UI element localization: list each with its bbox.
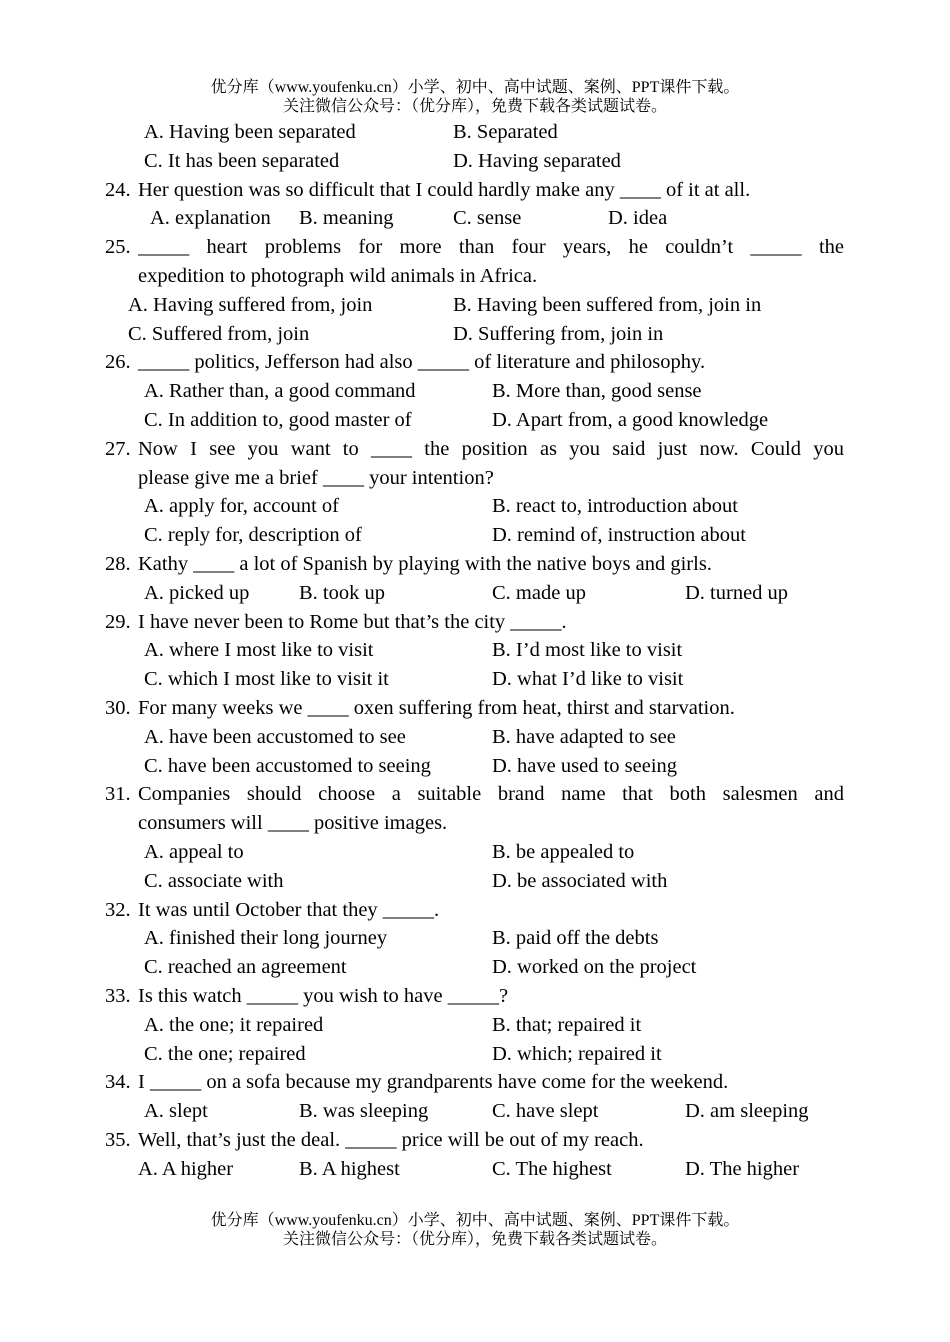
q26-option-c: C. In addition to, good master of bbox=[144, 408, 412, 431]
q34-stem-line bbox=[0, 1068, 950, 1097]
q30-options-row-1 bbox=[0, 723, 950, 752]
q24-option-c: C. sense bbox=[453, 207, 522, 230]
q26-stem: _____ politics, Jefferson had also _____ of literature and philosophy. bbox=[138, 351, 706, 374]
q35-option-c: C. The highest bbox=[492, 1157, 612, 1180]
q25-options-row-2 bbox=[0, 320, 950, 349]
q31-options-row-1 bbox=[0, 838, 950, 867]
q34-option-b: B. was sleeping bbox=[299, 1100, 429, 1123]
q34-option-a: A. slept bbox=[144, 1100, 208, 1123]
q32-options-row-2 bbox=[0, 953, 950, 982]
q32-stem-line bbox=[0, 896, 950, 925]
q34-stem: I _____ on a sofa because my grandparents have come for the weekend. bbox=[138, 1071, 729, 1094]
q26-option-a: A. Rather than, a good command bbox=[144, 380, 416, 403]
q33-option-a: A. the one; it repaired bbox=[144, 1013, 324, 1036]
q25-options-row-1 bbox=[0, 291, 950, 320]
q33-number: 33. bbox=[105, 984, 131, 1007]
q24-stem-line bbox=[0, 176, 950, 205]
q30-option-d: D. have used to seeing bbox=[492, 754, 678, 777]
q33-option-d: D. which; repaired it bbox=[492, 1042, 662, 1065]
q32-option-a: A. finished their long journey bbox=[144, 927, 388, 950]
q23-option-d: D. Having separated bbox=[453, 149, 621, 172]
q31-stem-1: Companies should choose a suitable brand name that both salesmen and bbox=[138, 783, 844, 806]
q32-option-c: C. reached an agreement bbox=[144, 956, 347, 979]
q23-options-row-1 bbox=[0, 118, 950, 147]
q24-option-b: B. meaning bbox=[299, 207, 394, 230]
q23-option-c: C. It has been separated bbox=[144, 149, 340, 172]
q27-stem-line-1 bbox=[0, 435, 950, 464]
q24-option-a: A. explanation bbox=[150, 207, 271, 230]
q31-stem-line-2 bbox=[0, 809, 950, 838]
q26-options-row-1 bbox=[0, 377, 950, 406]
q23-options-row-2 bbox=[0, 147, 950, 176]
q33-options-row-1 bbox=[0, 1011, 950, 1040]
q28-number: 28. bbox=[105, 552, 131, 575]
q32-stem: It was until October that they _____. bbox=[138, 898, 440, 921]
q27-stem-2: please give me a brief ____ your intention? bbox=[138, 466, 494, 489]
q29-options-row-1 bbox=[0, 636, 950, 665]
q32-option-b: B. paid off the debts bbox=[492, 927, 659, 950]
q33-stem: Is this watch _____ you wish to have _____? bbox=[138, 984, 509, 1007]
q24-option-d: D. idea bbox=[608, 207, 668, 230]
q27-option-b: B. react to, introduction about bbox=[492, 495, 738, 518]
q29-stem: I have never been to Rome but that’s the city _____. bbox=[138, 610, 567, 633]
q31-option-c: C. associate with bbox=[144, 869, 284, 892]
q24-stem: Her question was so difficult that I could hardly make any ____ of it at all. bbox=[138, 178, 751, 201]
q35-options-row bbox=[0, 1155, 950, 1184]
q27-stem-line-2 bbox=[0, 464, 950, 493]
q29-options-row-2 bbox=[0, 665, 950, 694]
q25-option-c: C. Suffered from, join bbox=[128, 322, 310, 345]
q30-stem: For many weeks we ____ oxen suffering from heat, thirst and starvation. bbox=[138, 696, 735, 719]
q34-option-d: D. am sleeping bbox=[685, 1100, 809, 1123]
q24-number: 24. bbox=[105, 178, 131, 201]
q25-option-b: B. Having been suffered from, join in bbox=[453, 293, 762, 316]
q26-option-d: D. Apart from, a good knowledge bbox=[492, 408, 769, 431]
q28-option-d: D. turned up bbox=[685, 581, 789, 604]
q25-option-d: D. Suffering from, join in bbox=[453, 322, 664, 345]
q35-option-b: B. A highest bbox=[299, 1157, 400, 1180]
q24-options-row bbox=[0, 204, 950, 233]
q26-options-row-2 bbox=[0, 406, 950, 435]
q25-stem-line-2 bbox=[0, 262, 950, 291]
header-line-2: 关注微信公众号：（优分库），免费下载各类试题试卷。 bbox=[282, 98, 667, 115]
q33-option-b: B. that; repaired it bbox=[492, 1013, 642, 1036]
q25-option-a: A. Having suffered from, join bbox=[128, 293, 373, 316]
q27-stem-1: Now I see you want to ____ the position as you said just now. Could you bbox=[138, 437, 844, 460]
q31-option-a: A. appeal to bbox=[144, 840, 244, 863]
q26-stem-line bbox=[0, 348, 950, 377]
q31-stem-2: consumers will ____ positive images. bbox=[138, 812, 448, 835]
q29-option-c: C. which I most like to visit it bbox=[144, 668, 389, 691]
q35-stem-line bbox=[0, 1126, 950, 1155]
q33-option-c: C. the one; repaired bbox=[144, 1042, 306, 1065]
q30-stem-line bbox=[0, 694, 950, 723]
q27-options-row-2 bbox=[0, 521, 950, 550]
q27-option-d: D. remind of, instruction about bbox=[492, 524, 746, 547]
q34-number: 34. bbox=[105, 1071, 131, 1094]
q27-option-c: C. reply for, description of bbox=[144, 524, 362, 547]
q34-options-row bbox=[0, 1097, 950, 1126]
q35-option-d: D. The higher bbox=[685, 1157, 800, 1180]
header-line-1: 优分库（www.youfenku.cn）小学、初中、高中试题、案例、PPT课件下载。 bbox=[210, 79, 740, 96]
q35-stem: Well, that’s just the deal. _____ price will be out of my reach. bbox=[138, 1128, 644, 1151]
footer-line-1: 优分库（www.youfenku.cn）小学、初中、高中试题、案例、PPT课件下载。 bbox=[210, 1212, 740, 1229]
q29-number: 29. bbox=[105, 610, 131, 633]
q29-stem-line bbox=[0, 608, 950, 637]
q30-option-c: C. have been accustomed to seeing bbox=[144, 754, 431, 777]
q31-option-d: D. be associated with bbox=[492, 869, 668, 892]
q31-options-row-2 bbox=[0, 867, 950, 896]
q34-option-c: C. have slept bbox=[492, 1100, 599, 1123]
q31-number: 31. bbox=[105, 783, 131, 806]
q23-option-b: B. Separated bbox=[453, 121, 558, 143]
q28-option-b: B. took up bbox=[299, 581, 385, 604]
q31-stem-line-1 bbox=[0, 780, 950, 809]
q27-options-row-1 bbox=[0, 492, 950, 521]
q28-option-c: C. made up bbox=[492, 581, 586, 604]
footer-line-2: 关注微信公众号：（优分库），免费下载各类试题试卷。 bbox=[282, 1231, 667, 1248]
q32-number: 32. bbox=[105, 898, 131, 921]
q25-stem-1: _____ heart problems for more than four years, he couldn’t _____ the bbox=[138, 236, 844, 259]
q26-number: 26. bbox=[105, 351, 131, 374]
q28-stem: Kathy ____ a lot of Spanish by playing with the native boys and girls. bbox=[138, 552, 712, 575]
q30-number: 30. bbox=[105, 696, 131, 719]
q26-option-b: B. More than, good sense bbox=[492, 380, 702, 403]
question-list bbox=[0, 118, 950, 1183]
q28-options-row bbox=[0, 579, 950, 608]
q31-option-b: B. be appealed to bbox=[492, 840, 635, 863]
page-footer bbox=[0, 1211, 950, 1249]
q25-stem-line-1 bbox=[0, 233, 950, 262]
q30-options-row-2 bbox=[0, 752, 950, 781]
q25-stem-2: expedition to photograph wild animals in Africa. bbox=[138, 264, 538, 287]
q29-option-d: D. what I’d like to visit bbox=[492, 668, 684, 691]
q30-option-a: A. have been accustomed to see bbox=[144, 725, 406, 748]
q33-stem-line bbox=[0, 982, 950, 1011]
page-header bbox=[0, 78, 950, 116]
q30-option-b: B. have adapted to see bbox=[492, 725, 676, 748]
q29-option-a: A. where I most like to visit bbox=[144, 639, 374, 662]
q27-option-a: A. apply for, account of bbox=[144, 495, 340, 518]
q25-number: 25. bbox=[105, 236, 131, 259]
q28-option-a: A. picked up bbox=[144, 581, 250, 604]
q28-stem-line bbox=[0, 550, 950, 579]
q35-number: 35. bbox=[105, 1128, 131, 1151]
q32-options-row-1 bbox=[0, 924, 950, 953]
q29-option-b: B. I’d most like to visit bbox=[492, 639, 683, 662]
q33-options-row-2 bbox=[0, 1040, 950, 1069]
q27-number: 27. bbox=[105, 437, 131, 460]
q35-option-a: A. A higher bbox=[138, 1157, 234, 1180]
q32-option-d: D. worked on the project bbox=[492, 956, 697, 979]
q23-option-a: A. Having been separated bbox=[144, 121, 356, 143]
